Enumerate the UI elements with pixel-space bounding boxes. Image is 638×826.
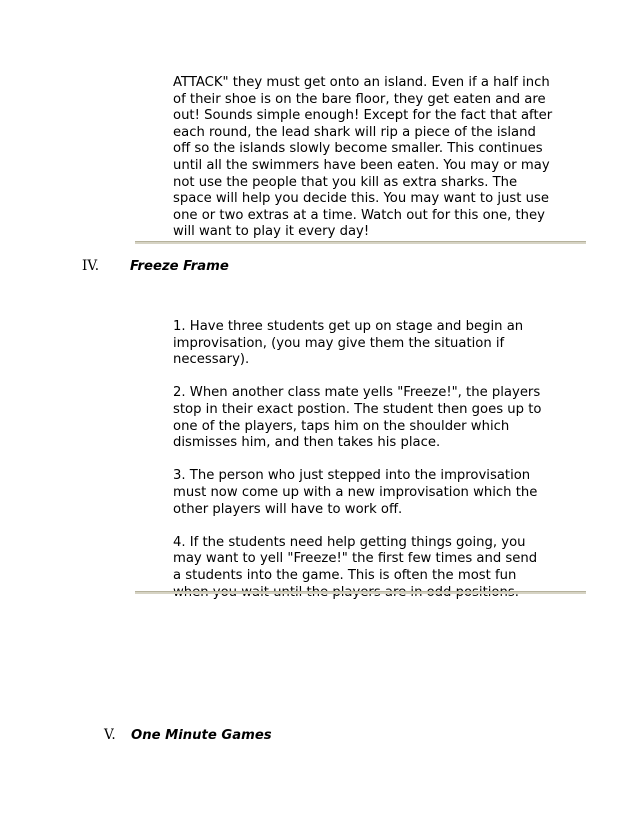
section-numeral: IV. [82, 258, 100, 274]
horizontal-rule [135, 241, 586, 244]
section-heading-one-minute-games [104, 727, 272, 747]
step-paragraph: 2. When another class mate yells "Freeze!", the players stop in their exact postion. The student then goes up to one of the players, taps him on the shoulder which dismisses him, and then takes his place. [173, 385, 542, 451]
step-paragraph: 4. If the students need help getting things going, you may want to yell "Freeze!" the first few times and send a students into the game. This is often the most fun when you wait until the players are in odd positions. [173, 534, 538, 600]
step-paragraph: 3. The person who just stepped into the improvisation must now come up with a new improvisation which the other players will have to work off. [173, 468, 538, 517]
section-title: One Minute Games [131, 728, 272, 743]
section-title: Freeze Frame [130, 259, 229, 274]
freeze-frame-steps [173, 319, 545, 601]
horizontal-rule [135, 591, 586, 594]
intro-paragraph: ATTACK" they must get onto an island. Even if a half inch of their shoe is on the bare floor, they get eaten and are out! Sounds simple enough! Except for the fact that after each round, the lead shark will rip a piece of the island off so the islands slowly become smaller. This continues until all the swimmers have been eaten. You may or may not use the people that you kill as extra sharks. The space will help you decide this. You may want to just use one or two extras at a time. Watch out for this one, they will want to play it every day! [173, 75, 553, 240]
step-paragraph: 1. Have three students get up on stage and begin an improvisation, (you may give them the situation if necessary). [173, 319, 524, 368]
section-numeral: V. [104, 727, 116, 743]
section-heading-freeze-frame [82, 258, 229, 278]
